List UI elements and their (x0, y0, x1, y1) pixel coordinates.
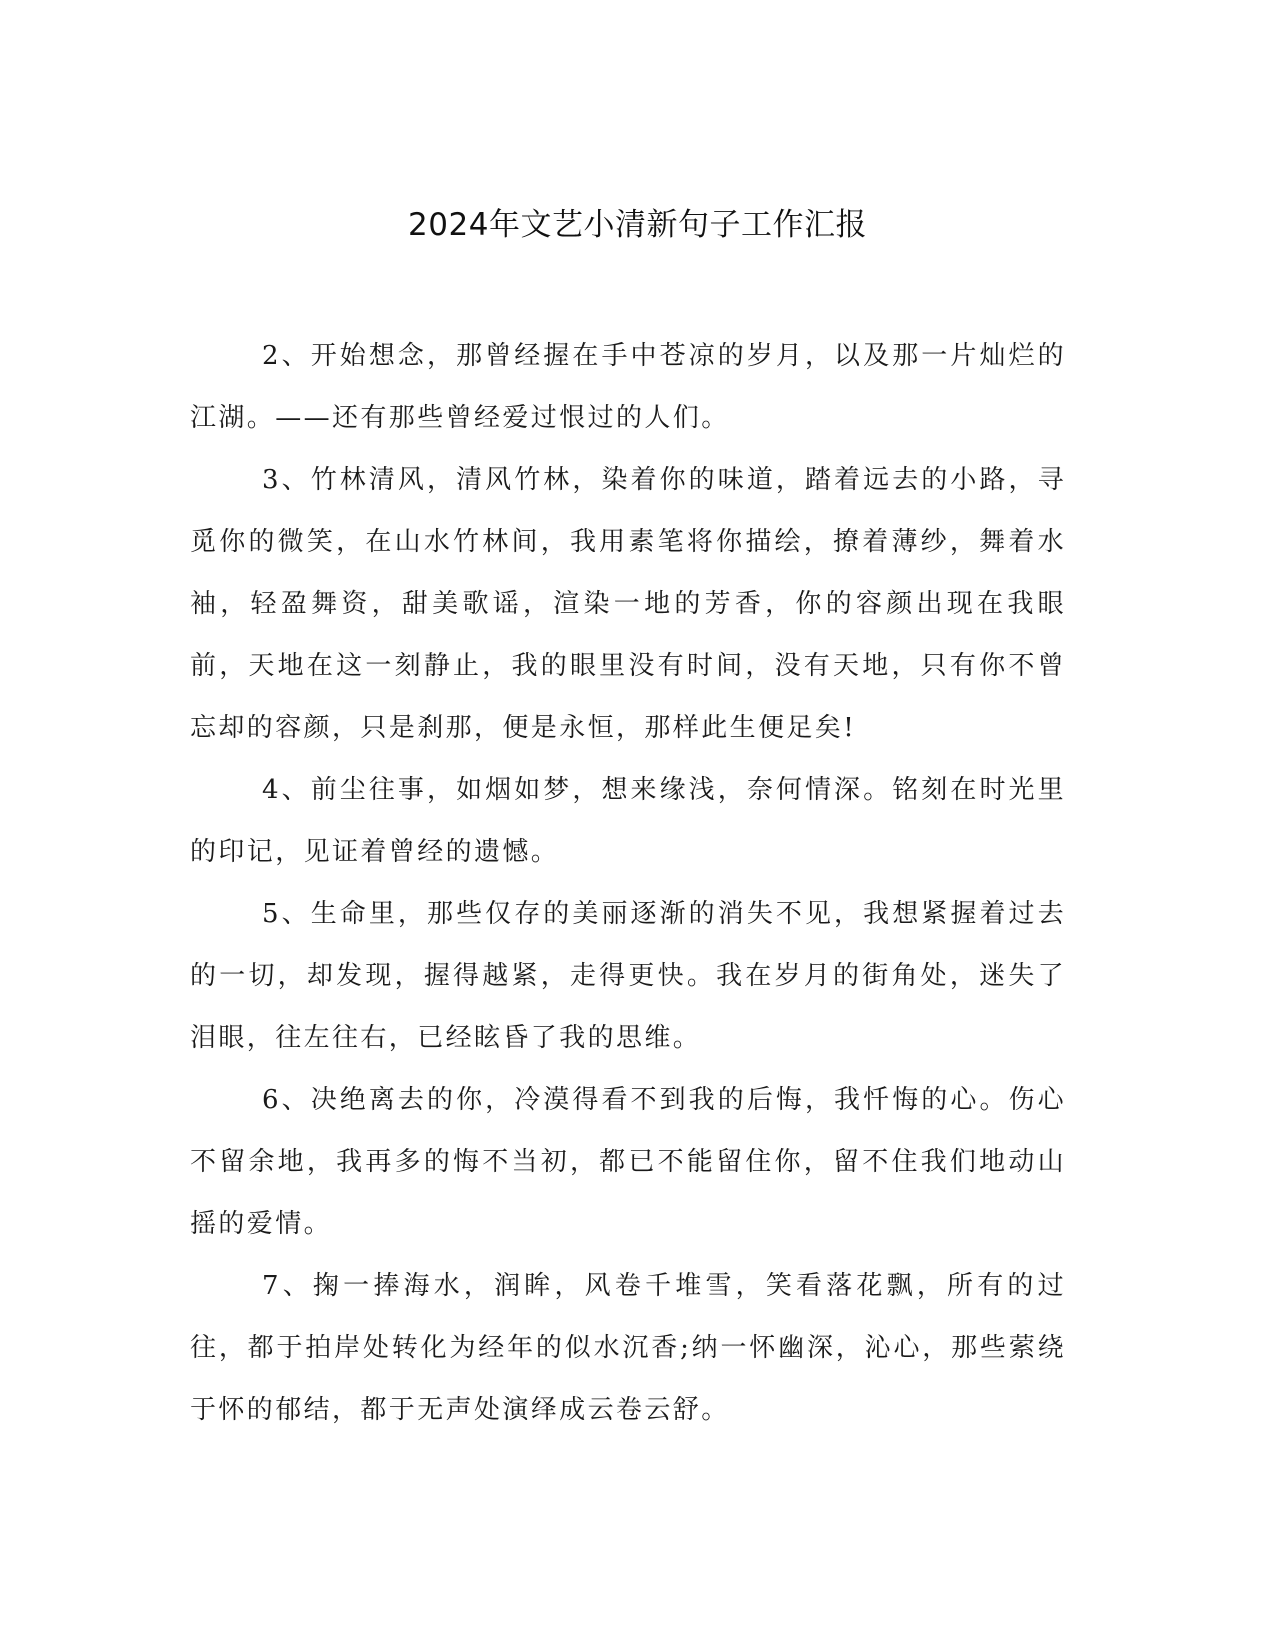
paragraph-3: 3、竹林清风，清风竹林，染着你的味道，踏着远去的小路，寻觅你的微笑，在山水竹林间，我用素笔将你描绘，撩着薄纱，舞着水袖，轻盈舞资，甜美歌谣，渲染一地的芳香，你的容颜出现在我眼前，天地在这一刻静止，我的眼里没有时间，没有天地，只有你不曾忘却的容颜，只是刹那，便是永恒，那样此生便足矣! (190, 465, 1066, 743)
paragraph-2: 2、开始想念，那曾经握在手中苍凉的岁月，以及那一片灿烂的江湖。——还有那些曾经爱过恨过的人们。 (190, 341, 1066, 433)
paragraph-7: 7、掬一捧海水，润眸，风卷千堆雪，笑看落花飘，所有的过往，都于拍岸处转化为经年的似水沉香;纳一怀幽深，沁心，那些萦绕于怀的郁结，都于无声处演绎成云卷云舒。 (190, 1271, 1066, 1425)
paragraph-6: 6、决绝离去的你，冷漠得看不到我的后悔，我忏悔的心。伤心不留余地，我再多的悔不当初，都已不能留住你，留不住我们地动山摇的爱情。 (190, 1085, 1066, 1239)
paragraph-4: 4、前尘往事，如烟如梦，想来缘浅，奈何情深。铭刻在时光里的印记，见证着曾经的遗憾。 (190, 775, 1066, 867)
document-title: 2024年文艺小清新句子工作汇报 (408, 207, 867, 243)
paragraph-5: 5、生命里，那些仅存的美丽逐渐的消失不见，我想紧握着过去的一切，却发现，握得越紧，走得更快。我在岁月的街角处，迷失了泪眼，往左往右，已经眩昏了我的思维。 (190, 899, 1066, 1053)
document-body (190, 325, 1066, 1441)
